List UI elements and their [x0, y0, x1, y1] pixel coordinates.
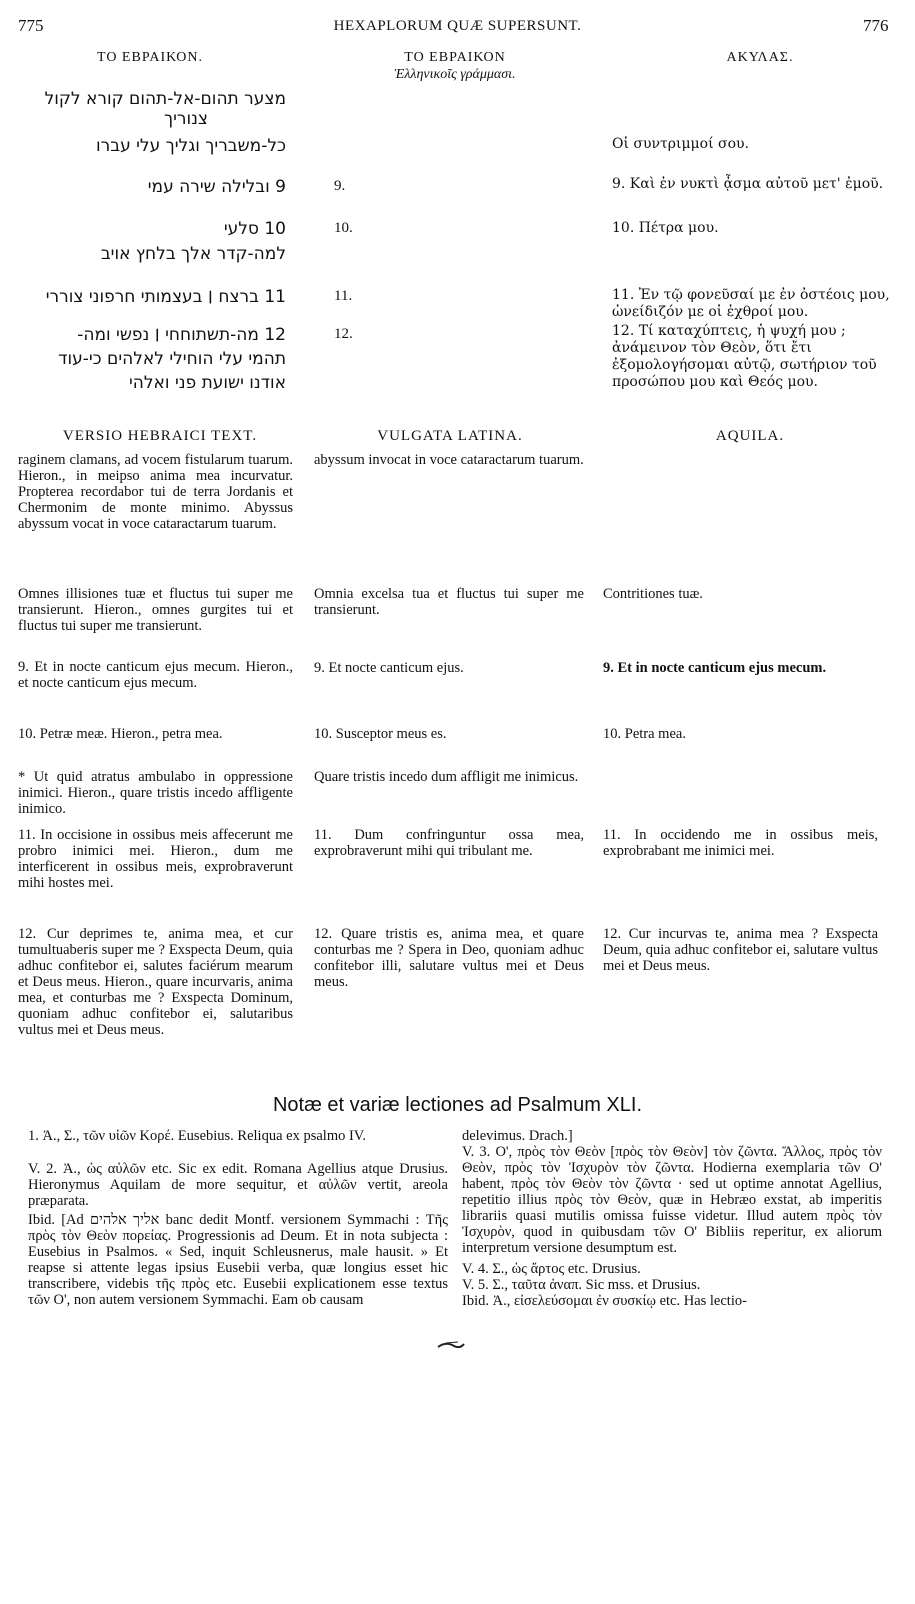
note-paragraph: 1. Ἀ., Σ., τῶν υἱῶν Κορέ. Eusebius. Reliqua ex psalmo IV. — [28, 1128, 367, 1144]
aquila-latin-paragraph: 12. Cur incurvas te, anima mea ? Exspecta Deum, quia adhuc confitebor ei, salutare vultus mei et Deus meus. — [603, 926, 878, 974]
transliteration-column-head: ΤΟ ΕΒΡΑΙΚΟΝ — [404, 50, 506, 65]
versio-paragraph: 10. Petræ meæ. Hieron., petra mea. — [18, 726, 223, 742]
verse-number: 12. — [334, 326, 353, 342]
page-number-left: 775 — [18, 16, 44, 35]
versio-paragraph: 12. Cur deprimes te, anima mea, et cur tumultuaberis super me ? Exspecta Deum, quia adhuc confitebor ei, salutes faciérum mearum et Deus meus. Hieron., quare incurvaris, anima mea, et conturbas me ? Exspecta Dominum, quoniam adhuc confitebor ei, salutaribus vultus mei et Deus meus. — [18, 926, 293, 1038]
versio-paragraph: 11. In occisione in ossibus meis affecerunt me probro inimici mei. Hieron., dum me interficerent in ossibus meis, exprobraverunt mihi hostes mei. — [18, 827, 293, 891]
versio-paragraph: raginem clamans, ad vocem fistularum tuarum. Hieron., in meipso anima mea incurvatur. Propterea recordabor tui de terra Jordanis et Chermonim de monte minimo. Abyssus abyssum vocat in voce cataractarum tuarum. — [18, 452, 293, 532]
vulgata-paragraph: abyssum invocat in voce cataractarum tuarum. — [314, 452, 584, 468]
versio-paragraph: * Ut quid atratus ambulabo in oppressione inimici. Hieron., quare tristis incedo affligente inimico. — [18, 769, 293, 817]
hebrew-line: 11 ברצח ׀ בעצמותי חרפוני צוררי — [45, 287, 286, 307]
hebrew-line: תהמי עלי הוחילי לאלהים כי-עוד — [58, 349, 286, 369]
hebrew-line: 10 סלעי — [223, 219, 286, 239]
greek-verse: 12. Τί καταχύπτεις, ἡ ψυχή μου ; ἀνάμεινον τὸν Θεὸν, ὅτι ἔτι ἐξομολογήσομαι αὐτῷ, σωτήριον τοῦ προσώπου μου καὶ Θεός μου. — [612, 323, 877, 390]
ornament-icon — [436, 1338, 466, 1352]
note-paragraph: V. 5. Σ., ταῦτα ἀναπ. Sic mss. et Drusius. — [462, 1277, 701, 1293]
verse-number: 10. — [334, 220, 353, 236]
hebrew-column-head: ΤΟ ΕΒΡΑΙΚΟΝ. — [97, 50, 203, 65]
hebrew-line: 9 ובלילה שירה עמי — [147, 177, 286, 197]
hebrew-line: 12 מה-תשתוחחי ׀ נפשי ומה- — [77, 325, 286, 345]
hebrew-line: צנוריך — [163, 109, 208, 129]
aquila-column-head: ΑΚΥΛΑΣ. — [726, 50, 794, 65]
aquila-latin-paragraph: Contritiones tuæ. — [603, 586, 703, 602]
note-paragraph: Ibid. [Ad אליך אלהים banc dedit Montf. versionem Symmachi : Τῆς πρὸς τὸν Θεὸν πορείας. Progressionis ad Deum. Et in nota subjecta : Eusebius in Psalmos. « Sed, inquit Schleusnerus, male hausit. » Et reapse si attente legas ipsius Eusebii verba, quæ longius esset hic transcribere, videbis τῆς πρὸς etc. Eusebii explicationem esse textus τῶν Ο', non autem versionem Symmachi. Eam ob causam — [28, 1212, 448, 1308]
versio-paragraph: Omnes illisiones tuæ et fluctus tui super me transierunt. Hieron., omnes gurgites tui et fluctus tui super me transierunt. — [18, 586, 293, 634]
vulgata-paragraph: Omnia excelsa tua et fluctus tui super me transierunt. — [314, 586, 584, 618]
vulgata-column-head: VULGATA LATINA. — [377, 428, 523, 444]
note-paragraph: V. 2. Ἀ., ὡς αὐλῶν etc. Sic ex edit. Romana Agellius atque Drusius. Hieronymus Aquilam de more sequitur, et αὐλῶν vertit, areola præparata. — [28, 1161, 448, 1209]
note-paragraph: Ibid. Ἀ., εἰσελεύσομαι ἐν συσκίῳ etc. Has lectio- — [462, 1293, 747, 1309]
note-paragraph: delevimus. Drach.] — [462, 1128, 573, 1144]
greek-verse: 11. Ἐν τῷ φονεῦσαί με ἐν ὀστέοις μου, ὠνείδιζόν με οἱ ἐχθροί μου. — [612, 287, 890, 320]
versio-column-head: VERSIO HEBRAICI TEXT. — [62, 428, 258, 444]
hebrew-line: כל-משבריך וגליך עלי עברו — [96, 136, 286, 156]
versio-paragraph: 9. Et in nocte canticum ejus mecum. Hieron., et nocte canticum ejus mecum. — [18, 659, 293, 691]
vulgata-paragraph: 12. Quare tristis es, anima mea, et quare conturbas me ? Spera in Deo, quoniam adhuc confitebor illi, salutare vultus mei et Deus meus. — [314, 926, 584, 990]
hebrew-line: אודנו ישועת פני ואלהי — [128, 373, 286, 393]
greek-verse: Οἱ συντριμμοί σου. — [612, 136, 749, 152]
aquila-latin-paragraph: 11. In occidendo me in ossibus meis, exprobrabant me inimici mei. — [603, 827, 878, 859]
running-title: HEXAPLORUM QUÆ SUPERSUNT. — [333, 18, 582, 34]
notes-title: Notæ et variæ lectiones ad Psalmum XLI. — [272, 1094, 643, 1116]
aquila-latin-column-head: AQUILA. — [715, 428, 785, 444]
vulgata-paragraph: 9. Et nocte canticum ejus. — [314, 660, 464, 676]
greek-verse: 9. Καὶ ἐν νυκτὶ ᾆσμα αὐτοῦ μετ' ἐμοῦ. — [612, 176, 884, 192]
hebrew-line: למה-קדר אלך בלחץ אויב — [100, 244, 286, 264]
greek-verse: 10. Πέτρα μου. — [612, 220, 719, 236]
aquila-latin-paragraph: 10. Petra mea. — [603, 726, 686, 742]
vulgata-paragraph: 11. Dum confringuntur ossa mea, exprobraverunt mihi qui tribulant me. — [314, 827, 584, 859]
vulgata-paragraph: Quare tristis incedo dum affligit me inimicus. — [314, 769, 579, 785]
vulgata-paragraph: 10. Susceptor meus es. — [314, 726, 447, 742]
note-paragraph: V. 4. Σ., ὡς ἄρτος etc. Drusius. — [462, 1261, 641, 1277]
verse-number: 9. — [334, 178, 346, 194]
transliteration-column-subhead: Ἑλληνικοῖς γράμμασι. — [394, 67, 516, 82]
note-paragraph: V. 3. Ο', πρὸς τὸν Θεὸν [πρὸς τὸν Θεὸν] τὸν ζῶντα. Ἄλλος, πρὸς τὸν Θεὸν, πρὸς τὸν Ἰσχυρὸν τὸν ζῶντα. Hodierna exemplaria τῶν Ο' habent, πρὸς τὸν Θεὸν τὸν ζῶντα · sed ut optime annotat Agellius, repetitio illius πρὸς τὸν Θεὸν, quæ in Hebræo exstat, ab imperitis librariis quasi mutilis omissa fuisse videtur. Illud autem πρὸς τὸν Ἰσχυρὸν, quod in quibusdam τῶν Ο' Bibliis reperitur, ex aliorum interpretum versione desumptum est. — [462, 1144, 882, 1256]
page-number-right: 776 — [863, 16, 889, 35]
verse-number: 11. — [334, 288, 353, 304]
aquila-latin-paragraph: 9. Et in nocte canticum ejus mecum. — [603, 660, 827, 676]
hebrew-line: מצער תהום-אל-תהום קורא לקול — [44, 89, 286, 109]
